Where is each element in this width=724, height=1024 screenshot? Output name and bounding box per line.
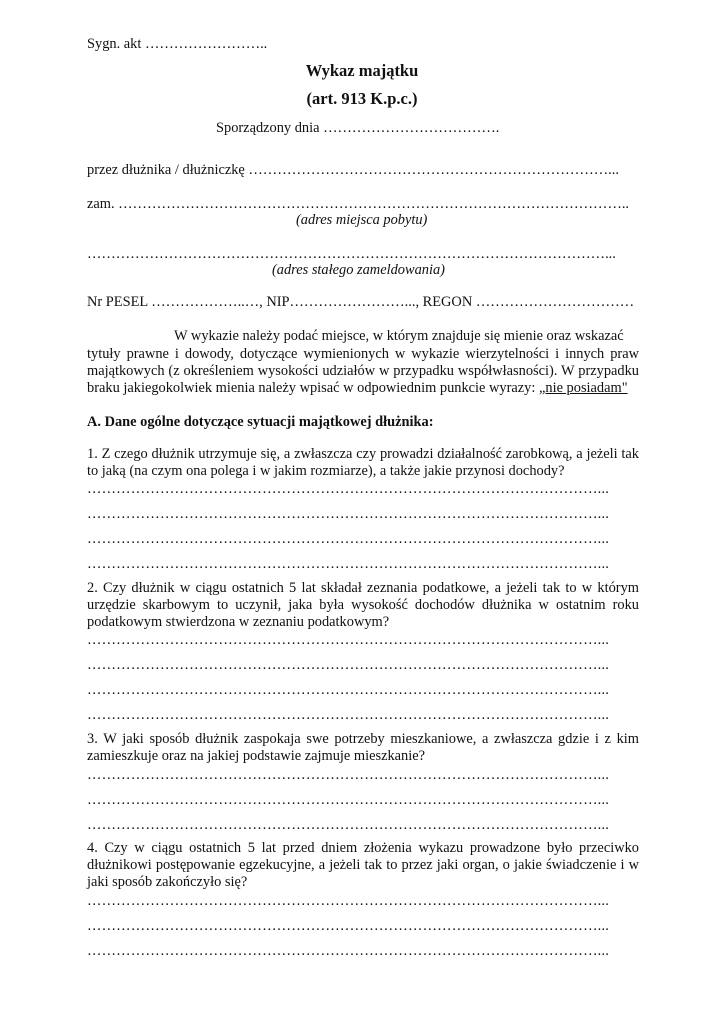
answer-line: ……………………………………………………………………………………………... [87, 943, 610, 959]
answer-line: ……………………………………………………………………………………………... [87, 707, 610, 723]
question-4-line-2: dłużnikowi postępowanie egzekucyjne, a jeżeli tak to przez jaki organ, o jakie świadczenie i w [87, 857, 639, 873]
permanent-address-caption: (adres stałego zameldowania) [272, 262, 445, 278]
instruction-line-1: W wykazie należy podać miejsce, w którym znajduje się mienie oraz wskazać [174, 328, 624, 344]
question-4-line-1: 4. Czy w ciągu ostatnich 5 lat przed dniem złożenia wykazu prowadzone było przeciwko [87, 840, 639, 856]
address-caption: (adres miejsca pobytu) [296, 212, 428, 228]
no-property-phrase: „nie posiadam" [538, 380, 628, 396]
debtor-name-line: przez dłużnika / dłużniczkę …………………………………………………………………... [87, 162, 619, 178]
answer-line: ……………………………………………………………………………………………... [87, 817, 610, 833]
answer-line: ……………………………………………………………………………………………... [87, 792, 610, 808]
document-subtitle: (art. 913 K.p.c.) [306, 89, 418, 108]
instruction-line-3: majątkowych (z określeniem wysokości udziałów w przypadku współwłasności). W przypadku [87, 363, 639, 379]
answer-line: ……………………………………………………………………………………………... [87, 632, 610, 648]
instruction-line-4-text: braku jakiegokolwiek mienia należy wpisać w odpowiednim punkcie wyrazy: [87, 380, 536, 396]
question-3-line-1: 3. W jaki sposób dłużnik zaspokaja swe potrzeby mieszkaniowe, a zwłaszcza gdzie i z kim [87, 731, 639, 747]
address-line: zam. …………………………………………………………………………………………….. [87, 196, 630, 212]
instruction-line-4 [87, 380, 628, 397]
identifiers-line: Nr PESEL ………………..…, NIP……………………..., REGON …………………………… [87, 294, 635, 310]
question-1-line-2: to jaką (na czym ona polega i w jakim rozmiarze), a także jakie przynosi dochody? [87, 463, 565, 479]
case-signature: Sygn. akt …………………….. [87, 36, 268, 52]
question-3-line-2: zamieszkuje oraz na jakiej podstawie zajmuje mieszkanie? [87, 748, 426, 764]
permanent-address-line: ………………………………………………………………………………………………... [87, 246, 616, 262]
section-a-heading: A. Dane ogólne dotyczące sytuacji majątkowej dłużnika: [87, 414, 434, 430]
answer-line: ……………………………………………………………………………………………... [87, 767, 610, 783]
question-1-line-1: 1. Z czego dłużnik utrzymuje się, a zwłaszcza czy prowadzi działalność zarobkową, a jeżeli tak [87, 446, 639, 462]
answer-line: ……………………………………………………………………………………………... [87, 556, 610, 572]
answer-line: ……………………………………………………………………………………………... [87, 657, 610, 673]
question-2-line-1: 2. Czy dłużnik w ciągu ostatnich 5 lat składał zeznania podatkowe, a jeżeli tak to w którym [87, 580, 639, 596]
question-4-line-3: jaki sposób zakończyło się? [87, 874, 248, 890]
answer-line: ……………………………………………………………………………………………... [87, 682, 610, 698]
answer-line: ……………………………………………………………………………………………... [87, 506, 610, 522]
document-title: Wykaz majątku [305, 61, 419, 80]
answer-line: ……………………………………………………………………………………………... [87, 893, 610, 909]
answer-line: ……………………………………………………………………………………………... [87, 481, 610, 497]
question-2-line-3: podatkowym stwierdzona w zeznaniu podatkowym? [87, 614, 390, 630]
date-line: Sporządzony dnia ………………………………. [216, 120, 500, 136]
answer-line: ……………………………………………………………………………………………... [87, 918, 610, 934]
answer-line: ……………………………………………………………………………………………... [87, 531, 610, 547]
question-2-line-2: urzędzie skarbowym to uczynił, jaka była wysokość dochodów dłużnika w ostatnim roku [87, 597, 639, 613]
instruction-line-2: tytuły prawne i dowody, dotyczące wymienionych w wykazie wierzytelności i innych praw [87, 346, 639, 362]
